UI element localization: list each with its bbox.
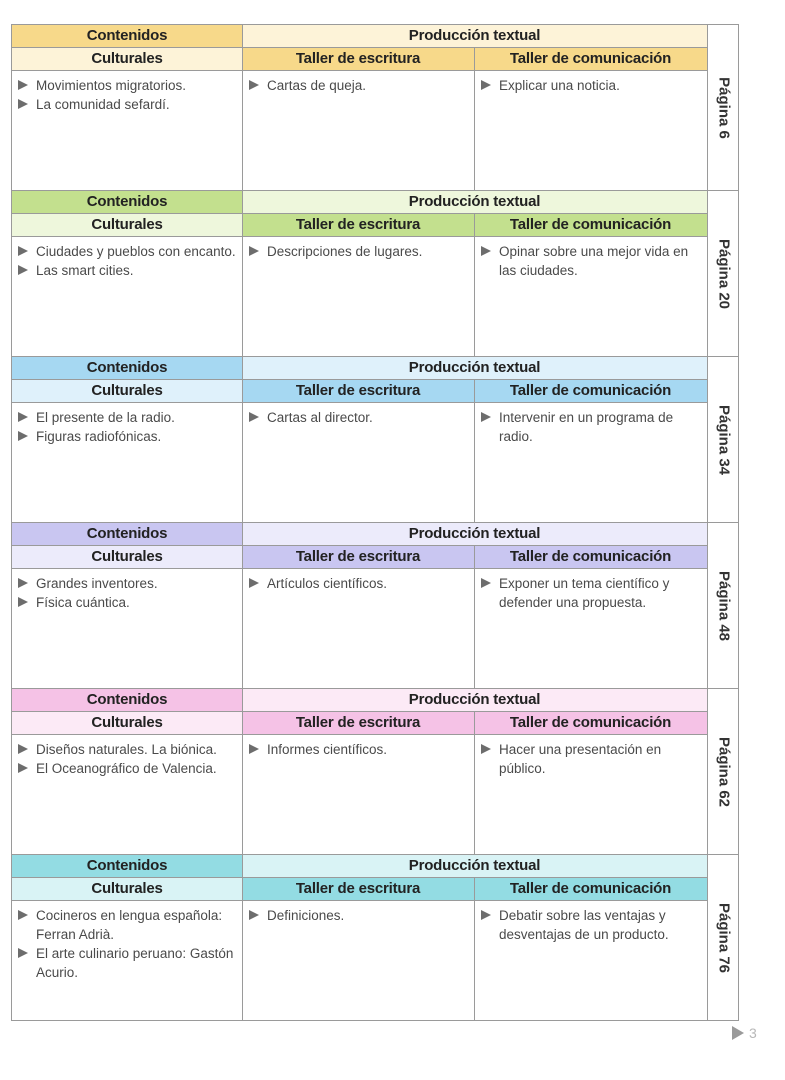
- header-row-top: [12, 523, 707, 545]
- header-row-sub: [12, 48, 707, 70]
- list-item: [247, 76, 471, 95]
- triangle-bullet-icon: [481, 246, 491, 256]
- triangle-bullet-icon: [18, 412, 28, 422]
- list-item: [479, 906, 703, 944]
- comunicacion-cell: [475, 403, 707, 522]
- list-item: [16, 242, 239, 261]
- header-produccion-textual: Producción textual: [242, 689, 707, 711]
- triangle-bullet-icon: [18, 246, 28, 256]
- header-taller-escritura: Taller de escritura: [242, 48, 474, 70]
- header-contenidos: Contenidos: [12, 855, 242, 877]
- list-item: [16, 740, 239, 759]
- page-reference-label: Página 34: [715, 404, 732, 475]
- list-item: [16, 574, 239, 593]
- arrow-right-icon: [732, 1026, 744, 1040]
- triangle-bullet-icon: [481, 910, 491, 920]
- list-item-text: Explicar una noticia.: [499, 78, 620, 93]
- header-row-sub: [12, 712, 707, 734]
- header-culturales: Culturales: [12, 546, 242, 568]
- divider: [12, 213, 707, 214]
- header-taller-comunicacion: Taller de comunicación: [474, 712, 707, 734]
- list-item-text: Las smart cities.: [36, 263, 134, 278]
- triangle-bullet-icon: [481, 578, 491, 588]
- list-item-text: Exponer un tema científico y defender una propuesta.: [499, 576, 670, 610]
- list-item-text: Movimientos migratorios.: [36, 78, 187, 93]
- list-item-text: Debatir sobre las ventajas y desventajas de un producto.: [499, 908, 669, 942]
- list-item: [479, 76, 703, 95]
- page-reference: [707, 855, 739, 1020]
- header-taller-comunicacion: Taller de comunicación: [474, 214, 707, 236]
- triangle-bullet-icon: [249, 578, 259, 588]
- page-number-text: 3: [749, 1025, 757, 1041]
- header-taller-comunicacion: Taller de comunicación: [474, 546, 707, 568]
- unit-grid: [12, 689, 707, 854]
- escritura-cell: [243, 735, 475, 854]
- list-item: [16, 76, 239, 95]
- header-taller-comunicacion: Taller de comunicación: [474, 48, 707, 70]
- unit-grid: [12, 855, 707, 1020]
- list-item-text: Informes científicos.: [267, 742, 388, 757]
- unit-block: [11, 854, 739, 1021]
- header-produccion-textual: Producción textual: [242, 191, 707, 213]
- list-item-text: Artículos científicos.: [267, 576, 388, 591]
- header-taller-comunicacion: Taller de comunicación: [474, 878, 707, 900]
- list-item: [247, 574, 471, 593]
- page-reference-label: Página 20: [715, 238, 732, 309]
- list-item: [479, 574, 703, 612]
- header-contenidos: Contenidos: [12, 357, 242, 379]
- contents-table: [11, 24, 739, 1021]
- divider: [12, 47, 707, 48]
- list-item-text: Opinar sobre una mejor vida en las ciudades.: [499, 244, 689, 278]
- list-item: [247, 740, 471, 759]
- content-row: [12, 901, 707, 1020]
- list-item: [479, 242, 703, 280]
- header-contenidos: Contenidos: [12, 191, 242, 213]
- header-taller-escritura: Taller de escritura: [242, 214, 474, 236]
- divider: [12, 877, 707, 878]
- triangle-bullet-icon: [18, 578, 28, 588]
- header-contenidos: Contenidos: [12, 689, 242, 711]
- culturales-cell: [12, 901, 243, 1020]
- content-row: [12, 403, 707, 522]
- list-item: [16, 906, 239, 944]
- comunicacion-cell: [475, 569, 707, 688]
- list-item: [16, 759, 239, 778]
- triangle-bullet-icon: [18, 597, 28, 607]
- escritura-cell: [243, 901, 475, 1020]
- page-reference-label: Página 62: [715, 736, 732, 807]
- header-culturales: Culturales: [12, 878, 242, 900]
- header-culturales: Culturales: [12, 214, 242, 236]
- triangle-bullet-icon: [18, 80, 28, 90]
- list-item: [479, 740, 703, 778]
- list-item-text: Diseños naturales. La biónica.: [36, 742, 217, 757]
- page-number: [732, 1025, 757, 1041]
- divider: [12, 545, 707, 546]
- header-taller-escritura: Taller de escritura: [242, 878, 474, 900]
- list-item-text: Hacer una presentación en público.: [499, 742, 662, 776]
- header-row-top: [12, 25, 707, 47]
- header-culturales: Culturales: [12, 380, 242, 402]
- header-row-sub: [12, 380, 707, 402]
- page-reference: [707, 25, 739, 190]
- list-item: [479, 408, 703, 446]
- page-reference-label: Página 76: [715, 902, 732, 973]
- unit-grid: [12, 25, 707, 190]
- content-row: [12, 237, 707, 356]
- header-taller-escritura: Taller de escritura: [242, 546, 474, 568]
- escritura-cell: [243, 71, 475, 190]
- unit-block: [11, 356, 739, 522]
- list-item: [16, 95, 239, 114]
- unit-block: [11, 688, 739, 854]
- list-item-text: Ciudades y pueblos con encanto.: [36, 244, 236, 259]
- header-row-top: [12, 191, 707, 213]
- list-item-text: El presente de la radio.: [36, 410, 175, 425]
- triangle-bullet-icon: [18, 265, 28, 275]
- escritura-cell: [243, 569, 475, 688]
- triangle-bullet-icon: [18, 910, 28, 920]
- header-taller-escritura: Taller de escritura: [242, 712, 474, 734]
- header-row-top: [12, 855, 707, 877]
- culturales-cell: [12, 403, 243, 522]
- list-item-text: El arte culinario peruano: Gastón Acurio.: [36, 946, 234, 980]
- triangle-bullet-icon: [249, 80, 259, 90]
- list-item-text: La comunidad sefardí.: [36, 97, 170, 112]
- triangle-bullet-icon: [249, 412, 259, 422]
- triangle-bullet-icon: [481, 80, 491, 90]
- list-item: [16, 593, 239, 612]
- comunicacion-cell: [475, 901, 707, 1020]
- header-row-top: [12, 689, 707, 711]
- content-row: [12, 71, 707, 190]
- page-reference: [707, 689, 739, 854]
- unit-block: [11, 190, 739, 356]
- list-item: [247, 242, 471, 261]
- page-reference: [707, 523, 739, 688]
- page-reference: [707, 191, 739, 356]
- triangle-bullet-icon: [18, 763, 28, 773]
- header-row-sub: [12, 214, 707, 236]
- unit-block: [11, 24, 739, 190]
- header-contenidos: Contenidos: [12, 523, 242, 545]
- culturales-cell: [12, 569, 243, 688]
- list-item: [16, 408, 239, 427]
- divider: [12, 711, 707, 712]
- triangle-bullet-icon: [249, 910, 259, 920]
- triangle-bullet-icon: [249, 744, 259, 754]
- header-produccion-textual: Producción textual: [242, 523, 707, 545]
- triangle-bullet-icon: [249, 246, 259, 256]
- escritura-cell: [243, 403, 475, 522]
- page-reference: [707, 357, 739, 522]
- unit-grid: [12, 191, 707, 356]
- page-reference-label: Página 48: [715, 570, 732, 641]
- unit-grid: [12, 357, 707, 522]
- list-item-text: Figuras radiofónicas.: [36, 429, 162, 444]
- list-item-text: Definiciones.: [267, 908, 345, 923]
- triangle-bullet-icon: [18, 744, 28, 754]
- unit-grid: [12, 523, 707, 688]
- page-reference-label: Página 6: [715, 76, 732, 139]
- header-row-top: [12, 357, 707, 379]
- header-taller-escritura: Taller de escritura: [242, 380, 474, 402]
- header-produccion-textual: Producción textual: [242, 855, 707, 877]
- list-item-text: Grandes inventores.: [36, 576, 158, 591]
- culturales-cell: [12, 237, 243, 356]
- header-produccion-textual: Producción textual: [242, 25, 707, 47]
- unit-block: [11, 522, 739, 688]
- list-item: [16, 261, 239, 280]
- triangle-bullet-icon: [481, 412, 491, 422]
- culturales-cell: [12, 71, 243, 190]
- header-contenidos: Contenidos: [12, 25, 242, 47]
- list-item: [247, 408, 471, 427]
- list-item-text: Cartas de queja.: [267, 78, 367, 93]
- list-item-text: Cartas al director.: [267, 410, 373, 425]
- header-taller-comunicacion: Taller de comunicación: [474, 380, 707, 402]
- triangle-bullet-icon: [18, 948, 28, 958]
- divider: [12, 379, 707, 380]
- header-row-sub: [12, 878, 707, 900]
- header-row-sub: [12, 546, 707, 568]
- list-item-text: Cocineros en lengua española: Ferran Adrià.: [36, 908, 223, 942]
- triangle-bullet-icon: [18, 99, 28, 109]
- comunicacion-cell: [475, 735, 707, 854]
- comunicacion-cell: [475, 237, 707, 356]
- escritura-cell: [243, 237, 475, 356]
- header-culturales: Culturales: [12, 48, 242, 70]
- list-item: [247, 906, 471, 925]
- header-culturales: Culturales: [12, 712, 242, 734]
- list-item-text: Intervenir en un programa de radio.: [499, 410, 674, 444]
- culturales-cell: [12, 735, 243, 854]
- content-row: [12, 569, 707, 688]
- list-item: [16, 427, 239, 446]
- list-item: [16, 944, 239, 982]
- content-row: [12, 735, 707, 854]
- header-produccion-textual: Producción textual: [242, 357, 707, 379]
- list-item-text: Descripciones de lugares.: [267, 244, 423, 259]
- triangle-bullet-icon: [481, 744, 491, 754]
- triangle-bullet-icon: [18, 431, 28, 441]
- list-item-text: El Oceanográfico de Valencia.: [36, 761, 217, 776]
- comunicacion-cell: [475, 71, 707, 190]
- list-item-text: Física cuántica.: [36, 595, 130, 610]
